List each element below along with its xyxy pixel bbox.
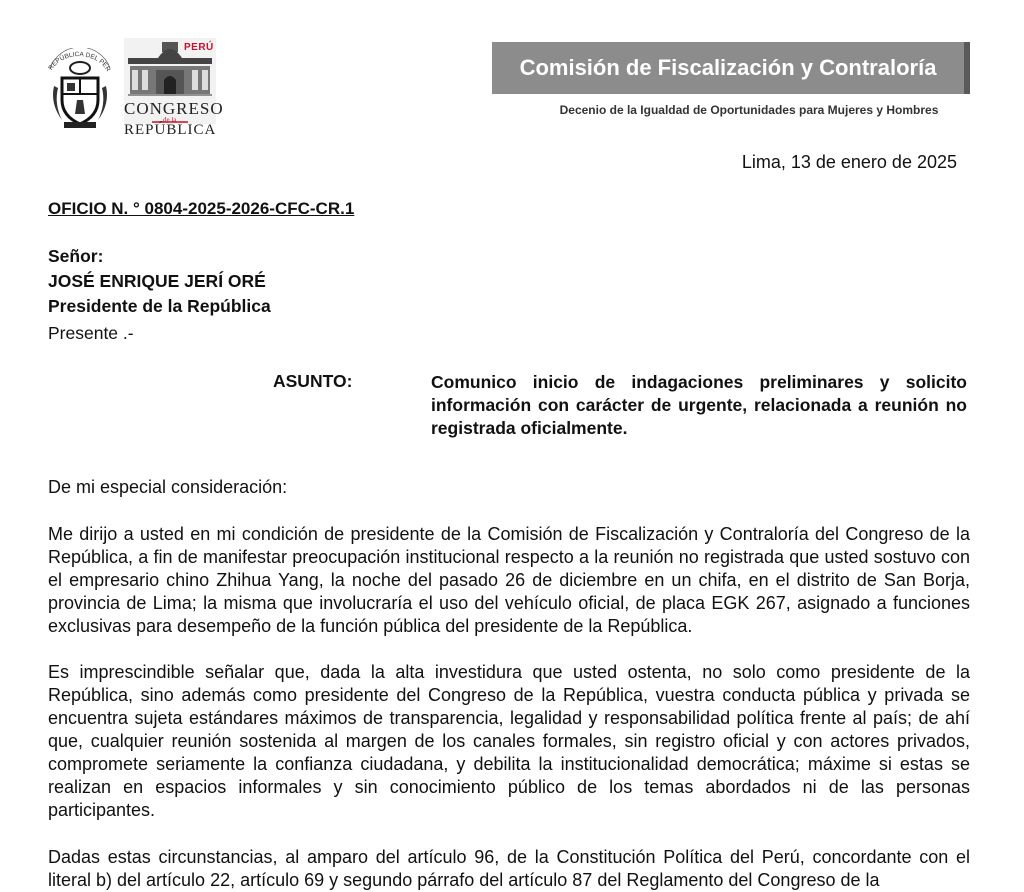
paragraph-2: Es imprescindible señalar que, dada la alta investidura que usted ostenta, no solo como presidente de la República, sino además como presidente del Congreso de la República, vuestra conducta pública y privada se encuentra sujeta estándares máximos de transparencia, legalidad y responsabilidad política frente al país; de ahí que, cualquier reunión sostenida al margen de los canales formales, sin registro oficial y con actores privados, compromete seriamente la confianza ciudadana, y debilita la institucionalidad democrática; máxime si estas se realizan en espacios informales y sin conocimiento público de los temas abordados ni de las personas participantes.	[48, 662, 970, 820]
recipient-name: JOSÉ ENRIQUE JERÍ ORÉ	[48, 271, 266, 291]
peru-mark: PERÚ	[184, 42, 214, 53]
oficio-number: OFICIO N. ° 0804-2025-2026-CFC-CR.1	[48, 199, 355, 218]
svg-text:REPÚBLICA DEL PERÚ: REPÚBLICA DEL PER	[47, 51, 112, 73]
commission-title: Comisión de Fiscalización y Contraloría	[519, 55, 937, 80]
seal-text-arc	[44, 48, 114, 78]
salutation: Señor:	[48, 246, 104, 266]
paragraph-1: Me dirijo a usted en mi condición de presidente de la Comisión de Fiscalización y Contraloría del Congreso de la República, a fin de manifestar preocupación institucional respecto a la reunión no registrada que usted sostuvo con el empresario chino Zhihua Yang, la noche del pasado 26 de diciembre en un chifa, en el distrito de San Borja, provincia de Lima; la misma que involucraría el uso del vehículo oficial, de placa EGK 267, asignado a funciones exclusivas para desempeño de la función pública del presidente de la República.	[48, 524, 970, 636]
congreso-word: CONGRESO	[124, 99, 224, 118]
decenio-subtitle: Decenio de la Igualdad de Oportunidades para Mujeres y Hombres	[559, 103, 939, 117]
asunto-label: ASUNTO:	[273, 371, 353, 391]
de-la-word: de la	[163, 116, 177, 124]
seal-text	[44, 48, 114, 78]
asunto-text: Comunico inicio de indagaciones preliminares y solicito información con carácter de urgente, relacionada a reunión no registrada oficialmente.	[431, 372, 967, 438]
republica-word: REPÚBLICA	[124, 122, 217, 138]
presente-line: Presente .-	[48, 323, 134, 343]
greeting: De mi especial consideración:	[48, 477, 288, 497]
commission-banner	[492, 42, 970, 94]
letter-date: Lima, 13 de enero de 2025	[741, 152, 957, 172]
recipient-title: Presidente de la República	[48, 296, 271, 316]
paragraph-3: Dadas estas circunstancias, al amparo del artículo 96, de la Constitución Política del Perú, concordante con el literal b) del artículo 22, artículo 69 y segundo párrafo del artículo 87 del Reglamento del Congreso de la	[48, 847, 970, 890]
